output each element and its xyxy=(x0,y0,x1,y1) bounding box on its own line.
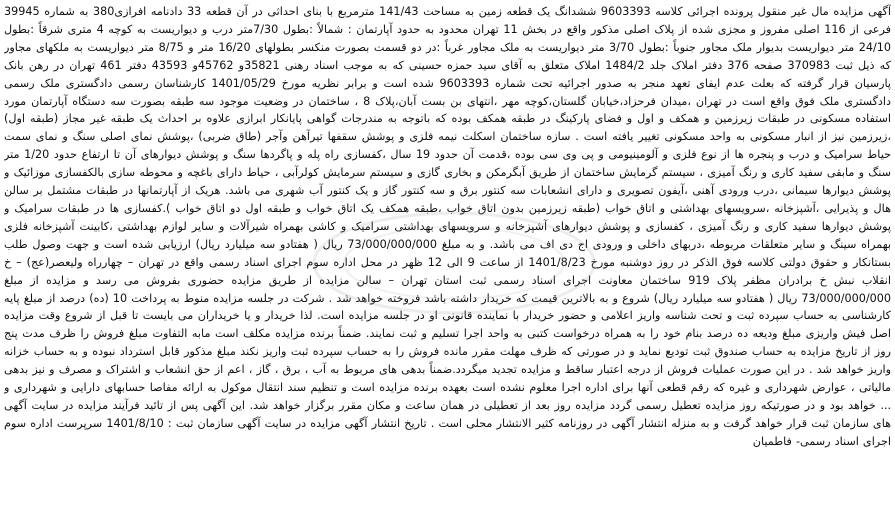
auction-notice-text: آگهی مزایده مال غیر منقول پرونده اجرائی کلاسه 9603393 ششدانگ یک قطعه زمین به مساحت 141/43 مترمربع با بنای احداثی در آن قطعه 33 دادنامه افرازی380 به شماره 39945 فرعی از 116 اصلی مفروز و مجزی شده از پلاک اصلی مذکور واقع در بخش 11 تهران محدود به حدود آپارتمان : شمالاً :بطول 7/30متر درب و دیواریست به کوچه 4 متری شرقاً :بطول 24/10 متر دیواریست بدیوار ملک مجاور جنوباً :بطول 3/70 متر دیواریست به ملک مجاور غرباً :در دو قسمت بصورت منکسر بطولهای 16/20 متر و 8/75 متر دیواریست به ملکهای مجاور که ذیل ثبت 370983 صفحه 376 دفتر املاک جلد 1484/2 املاک متعلق به آقای سید حمزه حسینی که به موجب اسناد رهنی 35821و 45762و 43593 دفتر 461 تهران در رهن بانک پارسیان قرار گرفته که بعلت عدم ایفای تعهد منجر به صدور اجرائیه تحت شماره 9603393 شده است و برابر نظریه مورخ 1401/05/29 کارشناسان رسمی دادگستری ملک رسمی دادگستری ملک فوق واقع است در تهران ،میدان فرحزاد،خیابان گلستان،کوچه مهر ،انتهای بن بست آبان،پلاک 8 ، ساختمان در وضعیت موجود سه طبقه بصورت سه دستگاه آپارتمان مورد استفاده مسکونی در طبقات زیرزمین و همکف و اول و فضای پارکینگ در طبقه همکف بوده که باتوجه به مندرجات گواهی پایانکار ابرازی علاوه بر احداث یک طبقه غیر مجاز (طبقه اول) ،زیرزمین نیز از انبار مسکونی به واحد مسکونی تغییر یافته است . سازه ساختمان اسکلت نیمه فلزی و پوشش سقفها تیرآهن وآجر (طاق ضربی) ،پوشش نمای اصلی سنگ و نمای سمت حیاط سرامیک و درب و پنجره ها از نوع فلزی و آلومینیومی و پی وی سی بوده ،قدمت آن حدود 19 سال ،کفسازی راه پله و پاگردها سنگ و پوشش دیوارهای آن تا ارتفاع حدود 1/20 متر سنگ و مابقی سفید کاری و رنگ آمیزی ، سیستم گرمایش ساختمان از طریق آبگرمکن و بخاری گازی و سیستم سرمایش کولرآبی ، حیاط دارای باغچه و محوطه سازی بالکفسازی موزائیک و پوشش دیوارها سیمانی ،درب ورودی آهنی ،آیفون تصویری و دارای انشعابات سه کنتور برق و سه کنتور گاز و یک کنتور آب شهری می باشد. هریک از آپارتمانها در طبقات مشتمل بر سالن هال و پذیرایی ،آشپزخانه ،سرویسهای بهداشتی و اتاق خواب (طبقه زیرزمین بدون اتاق خواب ،طبقه همکف یک اتاق خواب و طبقه اول دو اتاق خواب ).کفسازی ها در طبقات سرامیک و پوشش دیوارها سفید کاری و رنگ آمیزی ، کفسازی و پوشش دیوارهای آشپزخانه و سرویسهای بهداشتی سرامیک و کاشی بهمراه شیرآلات و سایر لوازم بهداشتی ،کابینت آشپزخانه فلزی بهمراه سینگ و سایر متعلقات مربوطه ،دربهای داخلی و ورودی اج دی اف می باشد. و به مبلغ 73/000/000/000 ریال ( هفتادو سه میلیارد ریال) ارزیابی شده است و جهت وصول طلب بستانکار و حقوق دولتی کلاسه فوق الذکر در روز دوشنبه مورخ 1401/8/23 از ساعت 9 الی 12 ظهر در محل اداره سوم اجرای اسناد رسمی واقع در تهران – چهارراه ولیعصر(عج) – خ انقلاب نبش خ برادران مظفر پلاک 919 ساختمان معاونت اجرای اسناد رسمی ثبت استان تهران – سالن مزایده از طریق مزایده حضوری بفروش می رسد و مزایده از مبلغ 73/000/000/000 ریال ( هفتادو سه میلیارد ریال) شروع و به بالاترین قیمت که خریدار داشته باشد فروخته خواهد شد . شرکت در جلسه مزایده منوط به پرداخت 10 (ده) درصد از مبلغ پایه کارشناسی به حساب سپرده ثبت و تحت شناسه واریز اعلامی و حضور خریدار با نماینده قانونی او در جلسه مزایده است. لذا خریدار و یا خریداران می بایست تا قبل از شروع وقت مزایده اصل فیش واریزی مبلغ ودیعه ده درصد بنام خود را به همراه درخواست کتبی به واحد اجرا تسلیم و ثبت نمایند. ضمناً برنده مزایده مکلف است مابه التفاوت مبلغ فروش را ظرف مدت پنج روز از تاریخ مزایده به حساب صندوق ثبت تودیع نماید و در صورتی که ظرف مهلت مقرر مانده فروش را به حساب سپرده ثبت واریز نکند مبلغ مذکور قابل استرداد نبوده و به حساب خزانه واریز خواهد شد . در این صورت عملیات فروش از درجه اعتبار ساقط و مزایده تجدید میگردد.ضمناً بدهی های مربوط به آب ، برق ، گاز ، اعم از حق انشعاب و اشتراک و مصرف و نیز بدهی مالیاتی ، عوارض شهرداری و غیره که رقم قطعی آنها برای اداره اجرا معلوم نشده است بعهده برنده مزایده است و تنظیم سند انتقال موکول به ارائه مفاصا حسابهای دارایی و شهرداری و ... خواهد بود و در صورتیکه روز مزایده تعطیل رسمی گردد مزایده روز بعد از تعطیلی در همان ساعت و مکان مقرر برگزار خواهد شد. این آگهی پس از تائید فرآیند مزایده در سایت آگهی های سازمان ثبت قرار خواهد گرفت و به منزله انتشار آگهی در روزنامه کثیر الانتشار محلی است . تاریخ انتشار آگهی مزایده در سایت آگهی سازمان ثبت : 1401/8/10 سرپرست اداره سوم اجرای اسناد رسمی- فاطمیان xyxy=(4,5,891,448)
auction-notice-document xyxy=(4,3,891,508)
